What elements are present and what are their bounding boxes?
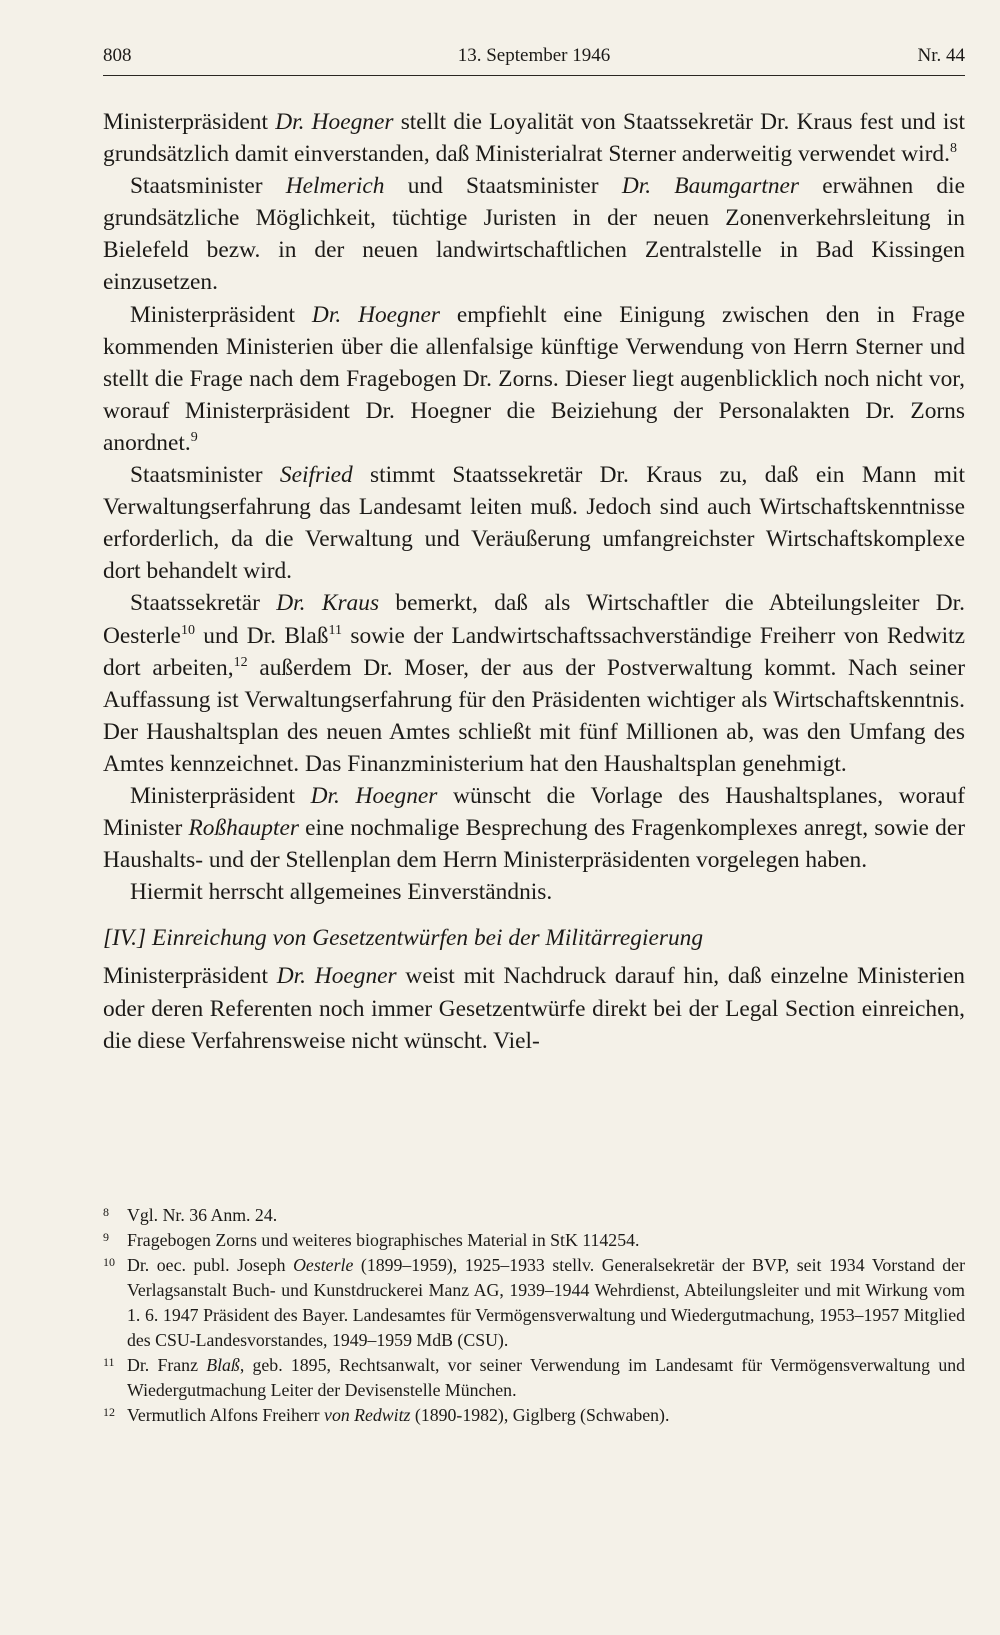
footnote-number: 11 xyxy=(103,1355,115,1369)
text-run: bemerkt, daß als Wirtschaftler die Abteilungsleiter Dr. Oesterle xyxy=(103,590,965,649)
text-run: stellt die Loyalität von Staatssekretär Dr. Kraus fest und ist grundsätzlich damit einverstanden, daß Ministerialrat Sterner anderweitig verwendet wird. xyxy=(103,109,965,168)
speaker-name: Helmerich xyxy=(285,173,385,200)
footnote-number: 8 xyxy=(103,1205,109,1219)
header-rule xyxy=(103,75,965,76)
footnote-number: 12 xyxy=(103,1405,115,1419)
paragraph-7: Hiermit herrscht allgemeines Einverständnis. xyxy=(130,879,553,906)
text-run: empfiehlt eine Einigung zwischen den in Frage kommenden Ministerien über die allenfalsige künftige Verwendung von Herrn Sterner und stellt die Frage nach dem Fragebogen Dr. Zorns. Dieser liegt augenblicklich noch nicht vor, worauf Ministerpräsident Dr. Hoegner die Beiziehung der Personalakten Dr. Zorns anordnet. xyxy=(103,301,965,456)
speaker-name: Dr. Hoegner xyxy=(275,109,394,135)
footnote-ref: 8 xyxy=(949,141,957,157)
text-run: Staatssekretär xyxy=(130,590,277,617)
footnote-number: 10 xyxy=(103,1255,115,1269)
section-heading xyxy=(103,922,965,954)
paragraph-3 xyxy=(103,299,965,459)
footnote-9 xyxy=(103,1228,965,1253)
running-header xyxy=(103,44,965,74)
speaker-name: Dr. Hoegner xyxy=(311,301,440,328)
footnote-name: Oesterle xyxy=(293,1255,354,1275)
text-run: erwähnen die grundsätzliche Möglichkeit, tüchtige Juristen in der neuen Zonenverkehrsleitung in Bielefeld bezw. in der neuen landwirtschaftlichen Zentralstelle in Bad Kissingen einzusetzen. xyxy=(103,173,965,296)
footnote-ref: 10 xyxy=(180,622,195,638)
text-run: wünscht die Vorlage des Haushaltsplanes, worauf Minister xyxy=(103,782,965,842)
text-run: und Staatsminister xyxy=(384,173,622,200)
footnote-11 xyxy=(103,1353,965,1403)
paragraph-8 xyxy=(103,960,965,1056)
page-number: 808 xyxy=(103,45,132,66)
footnote-12 xyxy=(103,1403,965,1428)
text-run: Ministerpräsident xyxy=(103,963,277,990)
speaker-name: Roßhaupter xyxy=(188,815,299,842)
text-run: Ministerpräsident xyxy=(130,782,311,809)
footnote-text: (1899–1959), 1925–1933 stellv. Generalsekretär der BVP, seit 1934 Vorstand der Verlagsanstalt Buch- und Kunstdruckerei Manz AG, 1939–1944 Wehrdienst, Abteilungsleiter und mit Wirkung vom 1. 6. 1947 Präsident des Bayer. Landesamtes für Vermögensverwaltung und Wiedergutmachung, 1953–1957 Mitglied des CSU-Landesvorstandes, 1949–1959 MdB (CSU). xyxy=(127,1255,965,1350)
footnote-text: , geb. 1895, Rechtsanwalt, vor seiner Verwendung im Landesamt für Vermögensverwaltung und Wiedergutmachung Leiter der Devisenstelle München. xyxy=(127,1355,966,1400)
main-text xyxy=(103,106,965,1057)
text-run: außerdem Dr. Moser, der aus der Postverwaltung kommt. Nach seiner Auffassung ist Verwaltungserfahrung für den Präsidenten wichtiger als Wirtschaftskenntnis. Der Haushaltsplan des neuen Amtes schließt mit fünf Millionen ab, was den Umfang des Amtes kennzeichnet. Das Finanzministerium hat den Haushaltsplan genehmigt. xyxy=(103,654,966,777)
issue-number: Nr. 44 xyxy=(917,45,965,66)
footnote-number: 9 xyxy=(103,1230,109,1244)
footnotes xyxy=(103,1203,965,1428)
text-run: stimmt Staatssekretär Dr. Kraus zu, daß ein Mann mit Verwaltungserfahrung das Landesamt leiten muß. Jedoch sind auch Wirtschaftskenntnisse erforderlich, da die Verwaltung und Veräußerung umfangreichster Wirtschaftskomplexe dort behandelt wird. xyxy=(103,462,965,585)
speaker-name: Dr. Hoegner xyxy=(276,963,397,990)
paragraph-6 xyxy=(103,780,965,876)
text-run: Staatsminister xyxy=(130,462,280,489)
footnote-text: Dr. Franz xyxy=(127,1355,207,1375)
footnote-text: Vermutlich Alfons Freiherr xyxy=(127,1405,325,1425)
speaker-name: Dr. Hoegner xyxy=(310,782,438,809)
text-run: Staatsminister xyxy=(130,173,286,200)
text-run: weist mit Nachdruck darauf hin, daß einzelne Ministerien oder deren Referenten noch immer Gesetzentwürfe direkt bei der Legal Section einreichen, die diese Verfahrensweise nicht wünscht. Viel- xyxy=(103,963,965,1054)
speaker-name: Dr. Baumgartner xyxy=(621,173,800,200)
footnote-text: (1890-1982), Giglberg (Schwaben). xyxy=(410,1405,670,1425)
paragraph-5 xyxy=(103,587,965,780)
header-date: 13. September 1946 xyxy=(457,45,611,66)
footnote-name: von Redwitz xyxy=(324,1405,411,1425)
paragraph-2 xyxy=(103,170,965,298)
paragraph-4 xyxy=(103,459,965,587)
footnote-text: Vgl. Nr. 36 Anm. 24. xyxy=(127,1205,278,1225)
text-run: sowie der Landwirtschaftssachverständige Freiherr von Redwitz dort arbeiten, xyxy=(103,622,966,681)
footnote-8 xyxy=(103,1203,965,1228)
speaker-name: Dr. Kraus xyxy=(276,590,380,617)
footnote-name: Blaß xyxy=(206,1355,240,1375)
footnote-10 xyxy=(103,1253,965,1353)
text-run: und Dr. Blaß xyxy=(194,622,329,649)
footnote-ref: 9 xyxy=(190,429,198,445)
footnote-text: Dr. oec. publ. Joseph xyxy=(127,1255,294,1275)
footnote-ref: 11 xyxy=(328,622,342,638)
text-run: eine nochmalige Besprechung des Fragenkomplexes anregt, sowie der Haushalts- und der Stellenplan dem Herrn Ministerpräsidenten vorgelegen haben. xyxy=(103,815,965,874)
text-run: Ministerpräsident xyxy=(130,301,312,328)
section-heading-text: [IV.] Einreichung von Gesetzentwürfen bei der Militärregierung xyxy=(103,925,704,952)
speaker-name: Seifried xyxy=(279,462,353,489)
footnote-text: Fragebogen Zorns und weiteres biographisches Material in StK 114254. xyxy=(127,1230,640,1250)
text-run: Ministerpräsident xyxy=(103,109,276,135)
footnote-ref: 12 xyxy=(233,654,248,670)
paragraph-1 xyxy=(103,106,965,170)
